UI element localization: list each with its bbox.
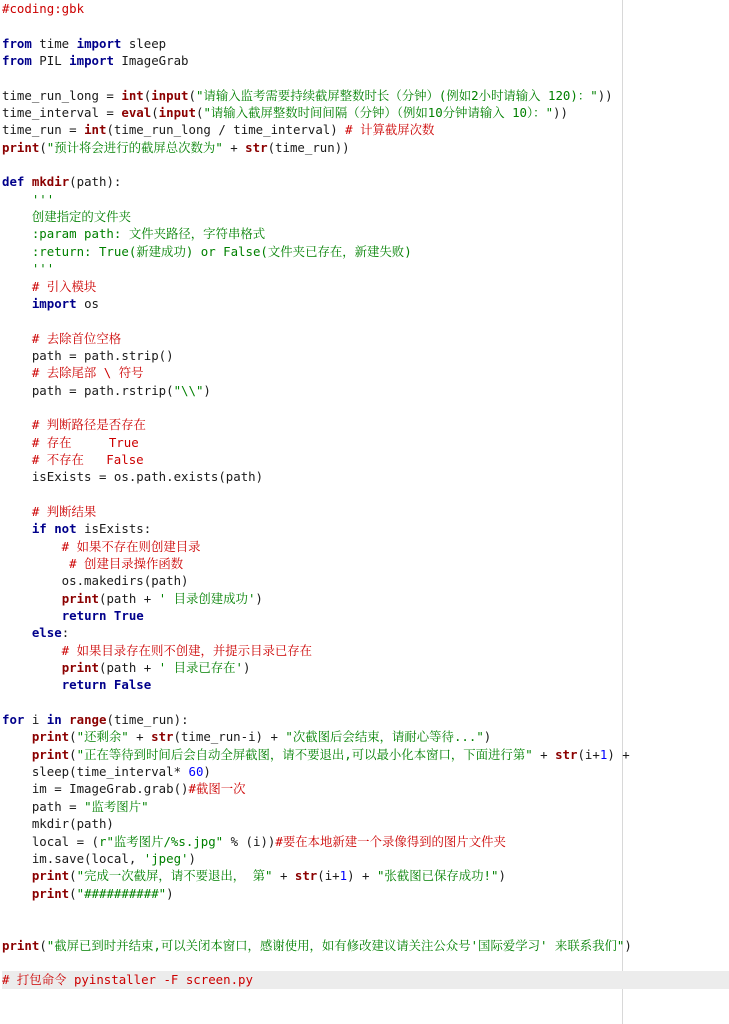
code-line[interactable] <box>2 798 729 815</box>
code-token: (time_run_long / time_interval) <box>106 122 346 138</box>
code-token: ''' <box>2 261 55 277</box>
code-token: str <box>245 139 268 155</box>
code-token: range <box>69 712 107 728</box>
code-token: # 判断路径是否存在 <box>2 417 146 433</box>
code-token: "次截图后会结束，请耐心等待..." <box>285 729 484 745</box>
code-line[interactable] <box>2 624 729 641</box>
code-line[interactable] <box>2 382 729 399</box>
code-token: input <box>158 105 196 121</box>
code-token: 1 <box>339 868 348 884</box>
code-token: local = ( <box>2 833 99 849</box>
code-token: ( <box>39 937 47 953</box>
code-token: ( <box>188 87 196 103</box>
code-token: :param path: 文件夹路径，字符串格式 <box>2 226 266 242</box>
code-line[interactable] <box>2 208 729 225</box>
code-token <box>2 747 32 762</box>
code-line[interactable] <box>2 225 729 242</box>
code-token: PIL <box>31 53 70 69</box>
code-token: # 不存在 False <box>2 451 144 467</box>
code-line[interactable] <box>2 399 729 416</box>
code-token <box>2 677 62 692</box>
code-line[interactable] <box>2 69 729 86</box>
code-line[interactable] <box>2 780 729 797</box>
code-token: 1 <box>599 746 608 762</box>
code-token: "还剩余" <box>76 729 129 745</box>
code-line[interactable] <box>2 590 729 607</box>
code-token: + <box>222 139 246 155</box>
code-token: time_run_long = <box>2 87 122 103</box>
code-token: ) + <box>347 868 377 884</box>
code-token: ( <box>143 87 152 103</box>
code-token: ( <box>39 139 47 155</box>
code-token <box>2 591 62 606</box>
code-line[interactable] <box>2 555 729 572</box>
code-token <box>2 608 62 623</box>
code-token: print <box>61 590 99 606</box>
code-line[interactable] <box>2 850 729 867</box>
code-line[interactable] <box>2 156 729 173</box>
code-token: ( <box>195 105 204 121</box>
code-token: mkdir(path) <box>2 816 114 832</box>
code-token: + <box>128 729 152 745</box>
code-token: (path): <box>69 174 122 190</box>
code-token: + <box>272 868 295 884</box>
code-token: path = path.strip() <box>2 347 174 363</box>
code-token: #coding:gbk <box>2 1 85 16</box>
code-token: ImageGrab <box>113 53 189 69</box>
code-token: isExists = os.path.exists(path) <box>2 469 264 485</box>
code-token <box>2 625 32 640</box>
code-token: print <box>61 660 99 676</box>
code-token: im = ImageGrab.grab() <box>2 781 189 797</box>
code-token: (time_run): <box>106 712 189 728</box>
code-line[interactable] <box>2 243 729 260</box>
code-token: (time_run-i) + <box>173 729 286 745</box>
code-token: path = <box>2 798 85 814</box>
code-token: 60 <box>188 764 204 780</box>
code-token: from <box>2 53 32 69</box>
code-line[interactable] <box>2 833 729 850</box>
code-token: "正在等待到时间后会自动全屏截图，请不要退出,可以最小化本窗口，下面进行第" <box>76 746 533 762</box>
code-token: #截图一次 <box>188 781 246 797</box>
code-token: )) <box>597 87 613 103</box>
code-token: ) <box>166 885 174 901</box>
code-token: mkdir <box>31 174 70 190</box>
code-token: "请输入监考需要持续截屏整数时长（分钟）(例如2小时请输入 120)：" <box>196 87 598 103</box>
code-token: os <box>76 295 99 311</box>
code-token: # 如果不存在则创建目录 <box>2 538 201 554</box>
code-token: print <box>2 139 40 155</box>
code-token: isExists: <box>76 521 152 537</box>
code-line[interactable] <box>2 347 729 364</box>
code-token: from <box>2 35 32 51</box>
code-token: (path + <box>99 590 159 606</box>
code-line[interactable] <box>2 416 729 433</box>
code-token: # 如果目录存在则不创建，并提示目录已存在 <box>2 642 313 658</box>
code-line[interactable] <box>2 711 729 728</box>
code-token: # 存在 True <box>2 434 139 450</box>
code-line[interactable] <box>2 937 729 954</box>
code-token: im.save(local, <box>2 850 144 866</box>
code-token: ' 目录已存在' <box>158 660 244 676</box>
code-token: #要在本地新建一个录像得到的图片文件夹 <box>275 833 506 849</box>
code-token: ) <box>624 937 632 953</box>
code-token <box>2 729 32 744</box>
code-token: "完成一次截屏，请不要退出， 第" <box>76 868 273 884</box>
code-token: sleep(time_interval* <box>2 764 189 780</box>
code-line[interactable] <box>2 35 729 52</box>
code-token: :return: True(新建成功) or False(文件夹已存在，新建失败) <box>2 243 412 259</box>
code-token: + <box>532 746 556 762</box>
code-token: ) <box>483 729 492 745</box>
code-token: else <box>31 625 62 641</box>
code-token: input <box>151 87 189 103</box>
code-line[interactable] <box>2 468 729 485</box>
code-token: % (i)) <box>223 833 276 849</box>
code-token: int <box>84 122 107 138</box>
code-line[interactable] <box>2 885 729 902</box>
code-line[interactable] <box>2 17 729 34</box>
code-token: print <box>31 729 70 745</box>
code-token: ( <box>151 105 159 121</box>
code-token: ) <box>203 382 211 398</box>
code-line[interactable] <box>2 260 729 277</box>
code-line[interactable] <box>2 572 729 589</box>
code-area[interactable] <box>2 0 729 989</box>
code-token: os.makedirs(path) <box>2 573 189 589</box>
code-token: ( <box>69 868 77 884</box>
code-line[interactable] <box>2 0 729 17</box>
code-token: str <box>151 729 174 745</box>
code-token: return True <box>61 608 144 624</box>
code-token: print <box>2 937 40 953</box>
code-token: ' 目录创建成功' <box>158 590 256 606</box>
code-token: # 引入模块 <box>2 278 97 294</box>
code-token <box>2 886 32 901</box>
code-token: ) <box>498 868 506 884</box>
code-token: import <box>69 53 114 69</box>
code-token: ) <box>243 660 251 676</box>
code-token: "监考图片" <box>84 798 149 814</box>
code-line[interactable] <box>2 538 729 555</box>
code-line[interactable] <box>2 659 729 676</box>
code-line[interactable] <box>2 312 729 329</box>
code-token: return False <box>61 677 152 693</box>
code-line[interactable] <box>2 451 729 468</box>
code-line[interactable] <box>2 330 729 347</box>
code-line[interactable] <box>2 763 729 780</box>
code-line[interactable] <box>2 954 729 971</box>
code-token: # 去除尾部 \ 符号 <box>2 365 144 381</box>
code-token: (i+ <box>317 868 340 884</box>
code-line[interactable] <box>2 919 729 936</box>
code-line[interactable] <box>2 728 729 745</box>
code-token: # 打包命令 pyinstaller -F screen.py <box>2 972 253 988</box>
code-token <box>2 868 32 883</box>
code-token: "预计将会进行的截屏总次数为" <box>46 139 223 155</box>
code-token: print <box>31 885 70 901</box>
code-line[interactable] <box>2 295 729 312</box>
code-token: int <box>121 87 144 103</box>
code-token: time_interval = <box>2 105 122 121</box>
code-token: : <box>61 625 70 641</box>
code-token: i <box>24 712 47 728</box>
code-line[interactable] <box>2 191 729 208</box>
code-token: # 判断结果 <box>2 503 97 519</box>
code-token: r"监考图片/%s.jpg" <box>98 833 224 849</box>
code-line[interactable] <box>2 746 729 763</box>
code-token: # 去除首位空格 <box>2 330 122 346</box>
code-token: import <box>76 35 122 51</box>
code-token <box>2 296 32 311</box>
code-line[interactable] <box>2 278 729 295</box>
code-token: str <box>555 746 578 762</box>
code-token: ''' <box>2 191 55 207</box>
code-token <box>2 660 62 675</box>
code-token: import <box>31 295 77 311</box>
code-token: time <box>31 35 77 51</box>
code-line[interactable] <box>2 867 729 884</box>
code-token: ) + <box>607 746 630 762</box>
code-token: str <box>294 868 318 884</box>
code-token: eval <box>121 105 152 121</box>
code-token: path = path.rstrip( <box>2 382 174 398</box>
code-token: def <box>2 174 25 190</box>
code-token: )) <box>553 105 568 121</box>
code-line[interactable] <box>2 434 729 451</box>
code-token: (path + <box>99 660 159 676</box>
code-token: for <box>2 712 25 728</box>
code-line[interactable] <box>2 902 729 919</box>
code-token: "截屏已到时并结束,可以关闭本窗口，感谢使用，如有修改建议请关注公众号'国际爱学习' 来联系我们" <box>46 937 625 953</box>
code-token: # 创建目录操作函数 <box>2 556 184 571</box>
code-line[interactable] <box>2 520 729 537</box>
code-line[interactable] <box>2 52 729 69</box>
code-token: (time_run)) <box>267 139 350 155</box>
code-token: # 计算截屏次数 <box>345 122 435 138</box>
code-token: in <box>46 712 62 728</box>
code-line[interactable] <box>2 971 729 988</box>
code-line[interactable] <box>2 676 729 693</box>
code-line[interactable] <box>2 173 729 190</box>
code-token: ) <box>203 764 211 780</box>
code-token: ) <box>188 850 196 866</box>
code-token: print <box>31 868 70 884</box>
code-token: "张截图已保存成功!" <box>376 868 499 884</box>
code-token: ) <box>255 590 263 606</box>
code-line[interactable] <box>2 486 729 503</box>
code-token: ( <box>69 885 77 901</box>
code-line[interactable] <box>2 503 729 520</box>
code-line[interactable] <box>2 87 729 104</box>
code-token: ( <box>69 729 77 745</box>
code-line[interactable] <box>2 139 729 156</box>
code-token: "请输入截屏整数时间间隔（分钟）（例如10分钟请输入 10）：" <box>203 105 554 121</box>
code-token: 创建指定的文件夹 <box>2 209 131 225</box>
code-line[interactable] <box>2 104 729 121</box>
code-token: if not <box>31 521 77 537</box>
code-token: "##########" <box>76 885 167 901</box>
code-line[interactable] <box>2 642 729 659</box>
code-token <box>24 174 31 189</box>
code-line[interactable] <box>2 364 729 381</box>
code-token: "\\" <box>173 382 204 398</box>
code-token <box>2 521 32 536</box>
code-token: print <box>31 746 70 762</box>
code-token: 'jpeg' <box>143 850 189 866</box>
code-line[interactable] <box>2 815 729 832</box>
code-token: time_run = <box>2 122 85 138</box>
code-line[interactable] <box>2 607 729 624</box>
code-line[interactable] <box>2 121 729 138</box>
code-token: sleep <box>121 35 167 51</box>
code-token: (i+ <box>577 746 600 762</box>
code-token: ( <box>69 746 77 762</box>
code-line[interactable] <box>2 694 729 711</box>
